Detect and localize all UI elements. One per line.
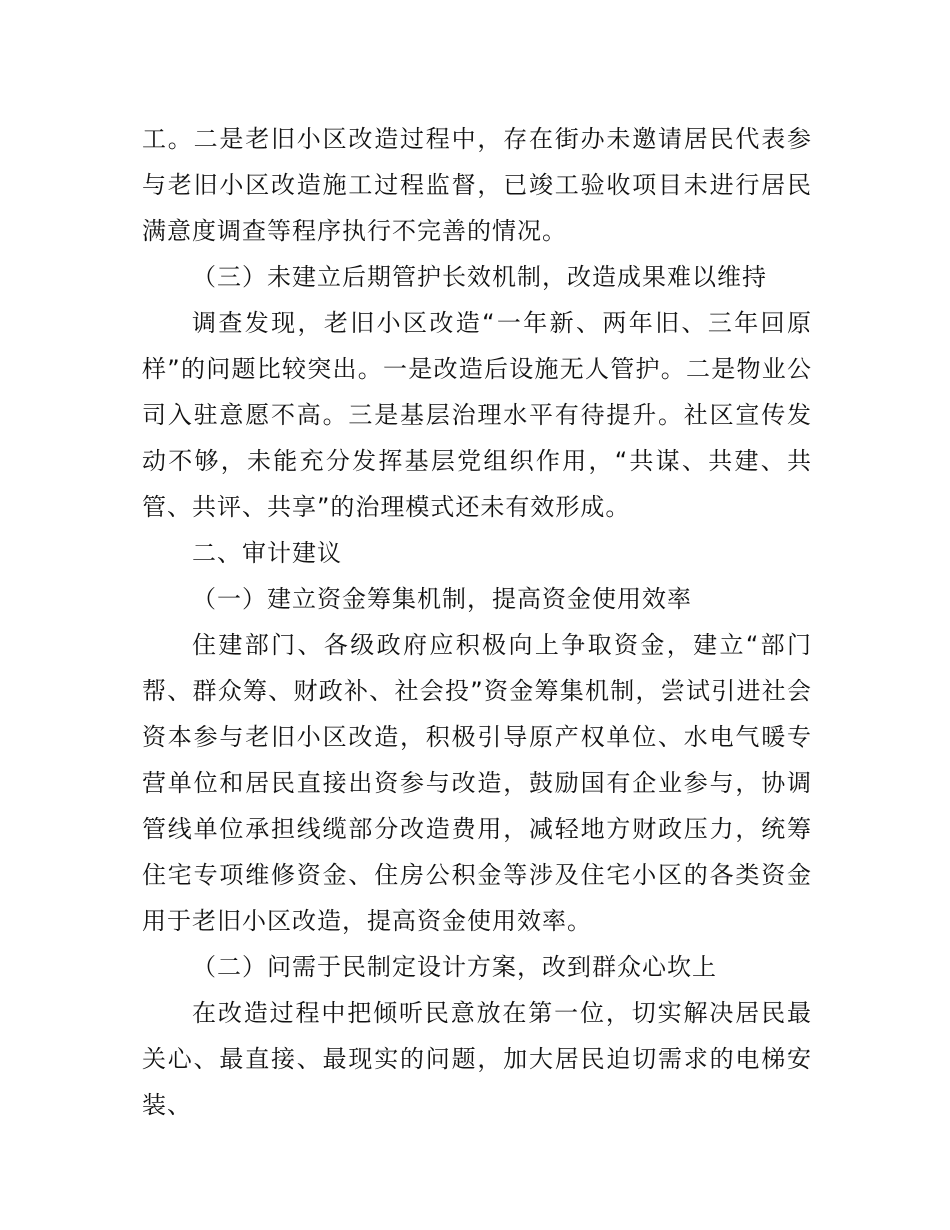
section-heading-two: （二）问需于民制定设计方案，改到群众心坎上: [192, 953, 717, 981]
section-heading-one: （一）建立资金筹集机制，提高资金使用效率: [192, 585, 692, 613]
chapter-heading-audit-suggestions: 二、审计建议: [192, 539, 342, 567]
paragraph-funding-mechanism: 住建部门、各级政府应积极向上争取资金，建立“部门帮、群众筹、财政补、社会投”资金筹集机制，尝试引进社会资本参与老旧小区改造，积极引导原产权单位、水电气暖专营单位和居民直接出资参与改造，鼓励国有企业参与，协调管线单位承担线缆部分改造费用，减轻地方财政压力，统筹住宅专项维修资金、住房公积金等涉及住宅小区的各类资金用于老旧小区改造，提高资金使用效率。: [142, 631, 812, 935]
paragraph-continuation: 工。二是老旧小区改造过程中，存在街办未邀请居民代表参与老旧小区改造施工过程监督，已竣工验收项目未进行居民满意度调查等程序执行不完善的情况。: [142, 125, 812, 245]
paragraph-findings: 调查发现，老旧小区改造“一年新、两年旧、三年回原样”的问题比较突出。一是改造后设施无人管护。二是物业公司入驻意愿不高。三是基层治理水平有待提升。社区宣传发动不够，未能充分发挥基层党组织作用，“共谋、共建、共管、共评、共享”的治理模式还未有效形成。: [142, 309, 812, 521]
section-heading-three: （三）未建立后期管护长效机制，改造成果难以维持: [192, 263, 767, 291]
paragraph-design-plan: 在改造过程中把倾听民意放在第一位，切实解决居民最关心、最直接、最现实的问题，加大居民迫切需求的电梯安装、: [142, 999, 812, 1119]
